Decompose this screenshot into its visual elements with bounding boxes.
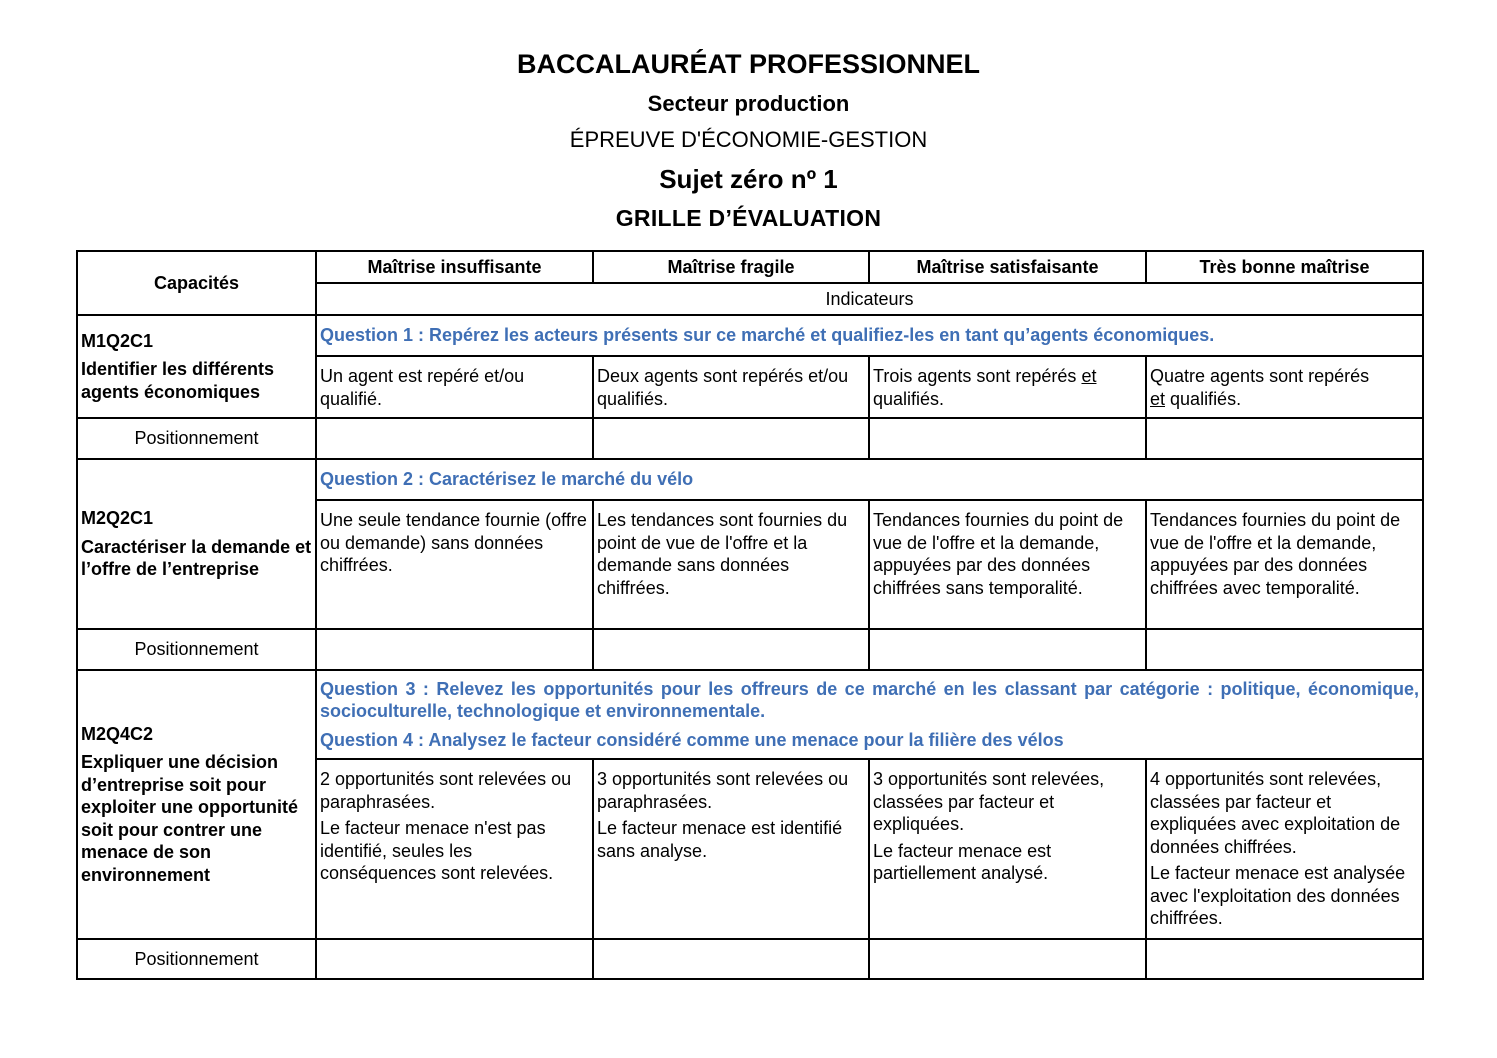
header-level-2: Maîtrise fragile xyxy=(593,251,869,283)
evaluation-grid xyxy=(76,250,1424,980)
positionnement-input[interactable] xyxy=(316,939,593,979)
criterion-cell xyxy=(316,500,593,629)
capacity-code: M1Q2C1 xyxy=(81,330,154,351)
criterion-cell xyxy=(593,500,869,629)
criterion-text xyxy=(1150,365,1419,410)
capacity-cell xyxy=(77,315,316,418)
positionnement-input[interactable] xyxy=(1146,629,1423,670)
criterion-cell xyxy=(316,356,593,418)
criterion-cell xyxy=(869,356,1146,418)
criterion-part: qualifiés. xyxy=(873,388,945,409)
capacity-cell xyxy=(77,670,316,939)
subtitle-sujet: Sujet zéro nº 1 xyxy=(659,164,838,194)
question-cell xyxy=(316,670,1423,759)
question-text: Question 4 : Analysez le facteur considéré comme une menace pour la filière des vélos xyxy=(320,729,1064,750)
positionnement-input[interactable] xyxy=(1146,939,1423,979)
positionnement-input[interactable] xyxy=(869,629,1146,670)
positionnement-label: Positionnement xyxy=(77,418,316,459)
capacity-cell xyxy=(77,459,316,629)
criterion-text: 2 opportunités sont relevées ou paraphrasées. xyxy=(320,769,572,812)
criterion-text: Le facteur menace est partiellement analysé. xyxy=(873,840,1052,883)
positionnement-input[interactable] xyxy=(1146,418,1423,459)
criterion-text: Les tendances sont fournies du point de vue de l'offre et la demande sans données chiffrées. xyxy=(597,510,848,598)
criterion-cell xyxy=(1146,759,1423,939)
criterion-cell xyxy=(1146,356,1423,418)
capacity-code: M2Q2C1 xyxy=(81,508,154,529)
criterion-text: Le facteur menace est identifié sans analyse. xyxy=(597,818,843,861)
criterion-part: qualifiés. xyxy=(1170,388,1242,409)
question-cell xyxy=(316,459,1423,500)
capacity-description: Caractériser la demande et l’offre de l’entreprise xyxy=(81,536,312,580)
positionnement-label: Positionnement xyxy=(77,939,316,979)
positionnement-input[interactable] xyxy=(869,418,1146,459)
criterion-cell xyxy=(316,759,593,939)
capacity-description: Identifier les différents agents économiques xyxy=(81,359,275,402)
header-capacites: Capacités xyxy=(77,251,316,315)
criterion-cell xyxy=(593,356,869,418)
positionnement-input[interactable] xyxy=(593,939,869,979)
criterion-text: Le facteur menace n'est pas identifié, seules les conséquences sont relevées. xyxy=(320,818,554,883)
positionnement-input[interactable] xyxy=(869,939,1146,979)
criterion-text: 4 opportunités sont relevées, classées par facteur et expliquées avec exploitation de données chiffrées. xyxy=(1150,769,1401,857)
header-level-3: Maîtrise satisfaisante xyxy=(869,251,1146,283)
header-level-1: Maîtrise insuffisante xyxy=(316,251,593,283)
criterion-cell xyxy=(1146,500,1423,629)
criterion-text: Le facteur menace est analysée avec l'exploitation des données chiffrées. xyxy=(1150,863,1406,928)
criterion-text: Tendances fournies du point de vue de l'offre et la demande, appuyées par des données chiffrées avec temporalité. xyxy=(1150,510,1401,598)
positionnement-input[interactable] xyxy=(316,629,593,670)
question-text: Question 2 : Caractérisez le marché du vélo xyxy=(320,469,694,490)
criterion-text: Tendances fournies du point de vue de l'offre et la demande, appuyées par des données chiffrées sans temporalité. xyxy=(873,510,1124,598)
criterion-cell xyxy=(593,759,869,939)
capacity-description: Expliquer une décision d’entreprise soit pour exploiter une opportunité soit pour contrer une menace de son environnement xyxy=(81,752,299,885)
subtitle-epreuve: ÉPREUVE D'ÉCONOMIE-GESTION xyxy=(569,127,928,152)
positionnement-input[interactable] xyxy=(316,418,593,459)
capacity-code: M2Q4C2 xyxy=(81,723,154,744)
criterion-underlined-word: et xyxy=(1150,388,1166,409)
subtitle-grille: GRILLE D’ÉVALUATION xyxy=(615,205,882,231)
positionnement-input[interactable] xyxy=(593,629,869,670)
criterion-part: Quatre agents sont repérés xyxy=(1150,366,1370,386)
criterion-text: Un agent est repéré et/ou qualifié. xyxy=(320,366,525,409)
criterion-text: 3 opportunités sont relevées, classées par facteur et expliquées. xyxy=(873,769,1105,834)
criterion-text: Une seule tendance fournie (offre ou demande) sans données chiffrées. xyxy=(320,510,587,575)
criterion-underlined-word: et xyxy=(1081,366,1097,386)
positionnement-label: Positionnement xyxy=(77,629,316,670)
header-level-4: Très bonne maîtrise xyxy=(1146,251,1423,283)
question-text: Question 3 : Relevez les opportunités pour les offreurs de ce marché en les classant par catégorie : politique, économique, socioculturelle, technologique et environnementale. xyxy=(320,678,1419,722)
positionnement-input[interactable] xyxy=(593,418,869,459)
criterion-text xyxy=(873,365,1142,410)
criterion-part: Trois agents sont repérés xyxy=(873,366,1077,386)
criterion-text: 3 opportunités sont relevées ou paraphrasées. xyxy=(597,769,849,812)
subtitle-secteur: Secteur production xyxy=(647,91,850,116)
title-bac-pro: BACCALAURÉAT PROFESSIONNEL xyxy=(516,49,980,79)
criterion-text: Deux agents sont repérés et/ou qualifiés. xyxy=(597,366,849,409)
question-text: Question 1 : Repérez les acteurs présents sur ce marché et qualifiez-les en tant qu’agents économiques. xyxy=(320,325,1215,346)
header-indicateurs: Indicateurs xyxy=(316,283,1423,315)
criterion-cell xyxy=(869,500,1146,629)
question-cell xyxy=(316,315,1423,356)
criterion-cell xyxy=(869,759,1146,939)
